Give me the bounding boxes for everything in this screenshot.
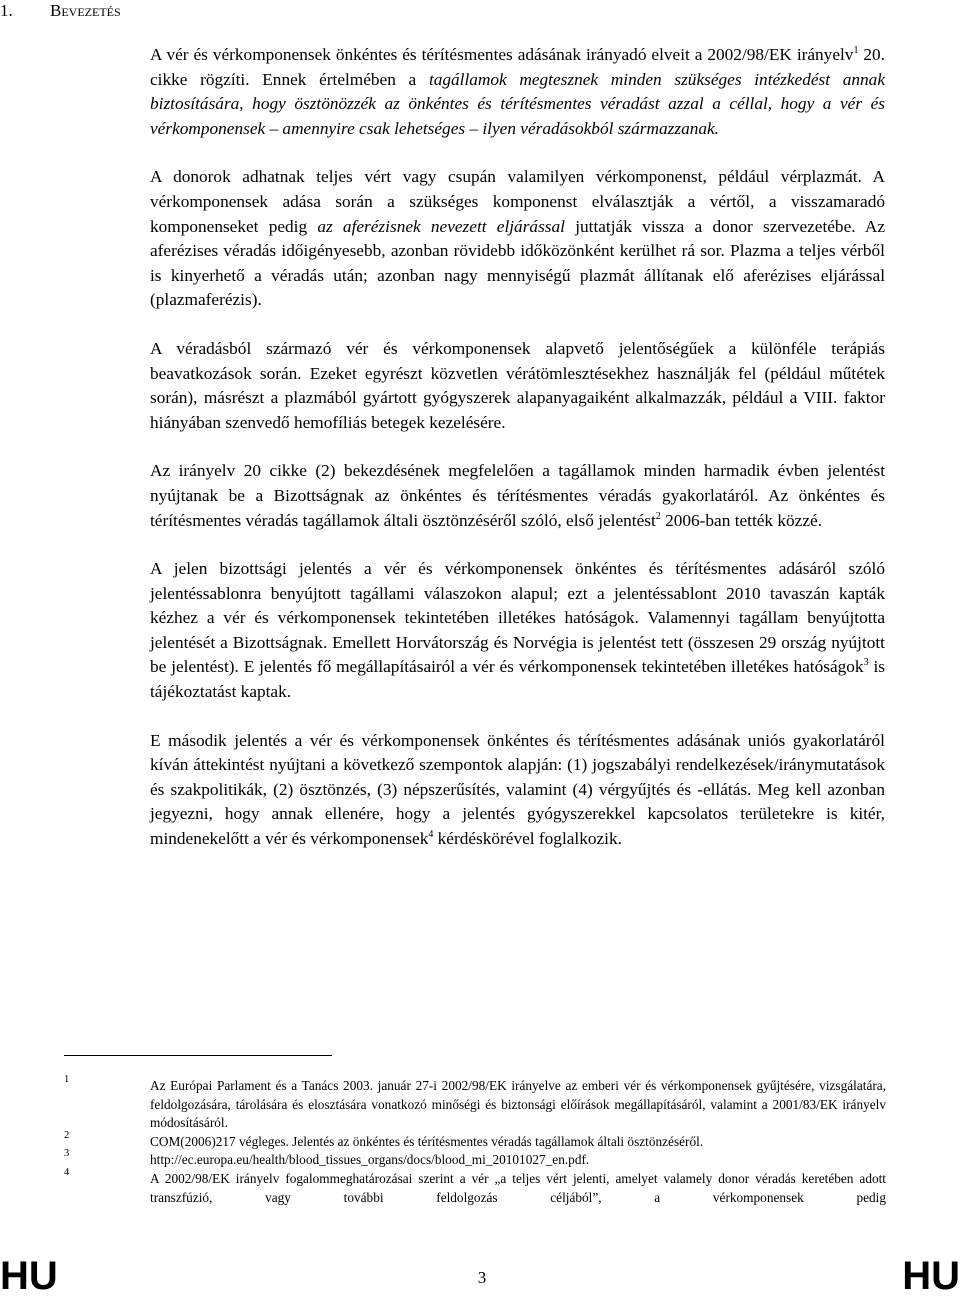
paragraph-6-text-a: E második jelentés a vér és vérkomponensek önkéntes és térítésmentes adásának uniós gyakorlatáról kíván áttekintést nyújtani a következő szempontok alapján: (1) jogszabályi rendelkezések/iránymutatások és szakpolitikák, (2) ösztönzés, (3) népszerűsítés, valamint (4) vérgyűjtés és -ellátás. Meg kell azonban jegyezni, hogy annak ellenére, hogy a jelentés gyógyszerekkel kapcsolatos területekre is kitér, mindenekelőtt a vér és vérkomponensek xyxy=(150,730,885,849)
footnote-text: Az Európai Parlament és a Tanács 2003. január 27-i 2002/98/EK irányelve az emberi vér és vérkomponensek gyűjtésére, vizsgálatára, feldolgozására, tárolására és elosztására vonatkozó minőségi és biztonsági előírások megállapításáról, valamint a 2001/83/EK irányelv módosításáról. xyxy=(150,1078,886,1131)
paragraph-4 xyxy=(150,459,885,533)
paragraph-3: A véradásból származó vér és vérkomponensek alapvető jelentőségűek a különféle terápiás beavatkozások során. Ezeket egyrészt közvetlen vérátömlesztésekhez használják fel (például műtétek során), másrészt a plazmából gyártott gyógyszerek alapanyagaiként alkalmazzák, például a VIII. faktor hiányában szenvedő hemofíliás betegek kezelésére. xyxy=(150,338,885,432)
footnote-4 xyxy=(64,1166,886,1207)
footnote-ref-1[interactable]: 1 xyxy=(853,45,859,56)
paragraph-1-quote: tagállamok megtesznek minden szükséges intézkedést annak biztosítására, hogy ösztönözzék az önkéntes és térítésmentes véradást azzal a céllal, hogy a vér és vérkomponensek – amennyire csak lehetséges – ilyen véradásokból származzanak. xyxy=(150,69,885,138)
footnote-ref-2[interactable]: 2 xyxy=(655,510,661,522)
footnote-link[interactable]: http://ec.europa.eu/health/blood_tissues_organs/docs/blood_mi_20101027_en.pdf. xyxy=(150,1152,590,1168)
footnote-2 xyxy=(64,1129,886,1152)
section-number: 1. xyxy=(0,1,13,20)
paragraph-6 xyxy=(150,729,885,852)
footer-language-left: HU xyxy=(0,1254,58,1298)
footnote-marker: 3 xyxy=(64,1148,70,1160)
footnote-marker: 4 xyxy=(64,1166,70,1178)
footnote-3 xyxy=(64,1148,886,1170)
paragraph-6-text-b: kérdéskörével foglalkozik. xyxy=(433,829,622,849)
footnote-text: COM(2006)217 végleges. Jelentés az önkéntes és térítésmentes véradás tagállamok általi ösztönzéséről. xyxy=(150,1133,704,1149)
footnote-marker: 2 xyxy=(64,1129,70,1141)
footnote-separator xyxy=(64,1055,332,1056)
footnotes xyxy=(64,1074,886,1207)
footnote-1 xyxy=(64,1074,886,1133)
section-title: Bevezetés xyxy=(50,1,121,20)
page-number: 3 xyxy=(477,1268,487,1287)
footnote-marker: 1 xyxy=(64,1074,70,1085)
paragraph-1-text-a: A vér és vérkomponensek önkéntes és térítésmentes adásának irányadó elveit a 2002/98/EK irányelv xyxy=(150,45,854,64)
paragraph-2 xyxy=(150,165,885,313)
footer-language-right: HU xyxy=(902,1254,960,1298)
paragraph-5-text-b: is tájékoztatást kaptak. xyxy=(150,657,885,702)
footnote-ref-3[interactable]: 3 xyxy=(863,657,869,669)
paragraph-2-term: az aferézisnek nevezett eljárással xyxy=(317,216,565,236)
section-heading xyxy=(0,0,121,22)
footnote-text: A 2002/98/EK irányelv fogalommeghatározásai szerint a vér „a teljes vért jelenti, amelyet valamely donor véradás keretében adott transzfúzió, vagy további feldolgozás céljából”, a vérkomponensek pedig xyxy=(150,1170,886,1205)
footnote-ref-4[interactable]: 4 xyxy=(428,829,434,841)
paragraph-1-text-b: 20. cikke rögzíti. Ennek értelmében a xyxy=(150,45,885,89)
paragraph-4-text-a: Az irányelv 20 cikke (2) bekezdésének megfelelően a tagállamok minden harmadik évben jelentést nyújtanak be a Bizottságnak az önkéntes és térítésmentes véradás gyakorlatáról. Az önkéntes és térítésmentes véradás tagállamok általi ösztönzéséről szóló, első jelentést xyxy=(150,461,885,530)
paragraph-4-text-b: 2006-ban tették közzé. xyxy=(660,510,823,530)
paragraph-2-text-a: A donorok adhatnak teljes vért vagy csupán valamilyen vérkomponenst, például vérplazmát. A vérkomponensek adása során a szükséges komponenst elválasztják a vértől, a visszamaradó komponenseket pedig xyxy=(150,167,885,236)
paragraph-2-text-b: juttatják vissza a donor szervezetébe. Az aferézises véradás időigényesebb, azonban rövidebb időközönként kerülhet rá sor. Plazma a teljes vérből is kinyerhető a véradás után; azonban nagy mennyiségű plazmát állítanak elő aferézises eljárással (plazmaferézis). xyxy=(150,216,885,310)
paragraph-1 xyxy=(150,43,885,141)
paragraph-5-text-a: A jelen bizottsági jelentés a vér és vérkomponensek önkéntes és térítésmentes adásáról szóló jelentéssablonra benyújtott tagállami válaszokon alapul; ezt a jelentéssablont 2010 tavaszán kapták kézhez a vér és vérkomponensek tekintetében illetékes hatóságok. Valamennyi tagállam benyújtotta jelentését a Bizottságnak. Emellett Horvátország és Norvégia is jelentést tett (összesen 29 ország nyújtott be jelentést). E jelentés fő megállapításairól a vér és vérkomponensek tekintetében illetékes hatóságok xyxy=(150,559,885,677)
paragraph-5 xyxy=(150,557,885,705)
main-text xyxy=(150,43,885,876)
